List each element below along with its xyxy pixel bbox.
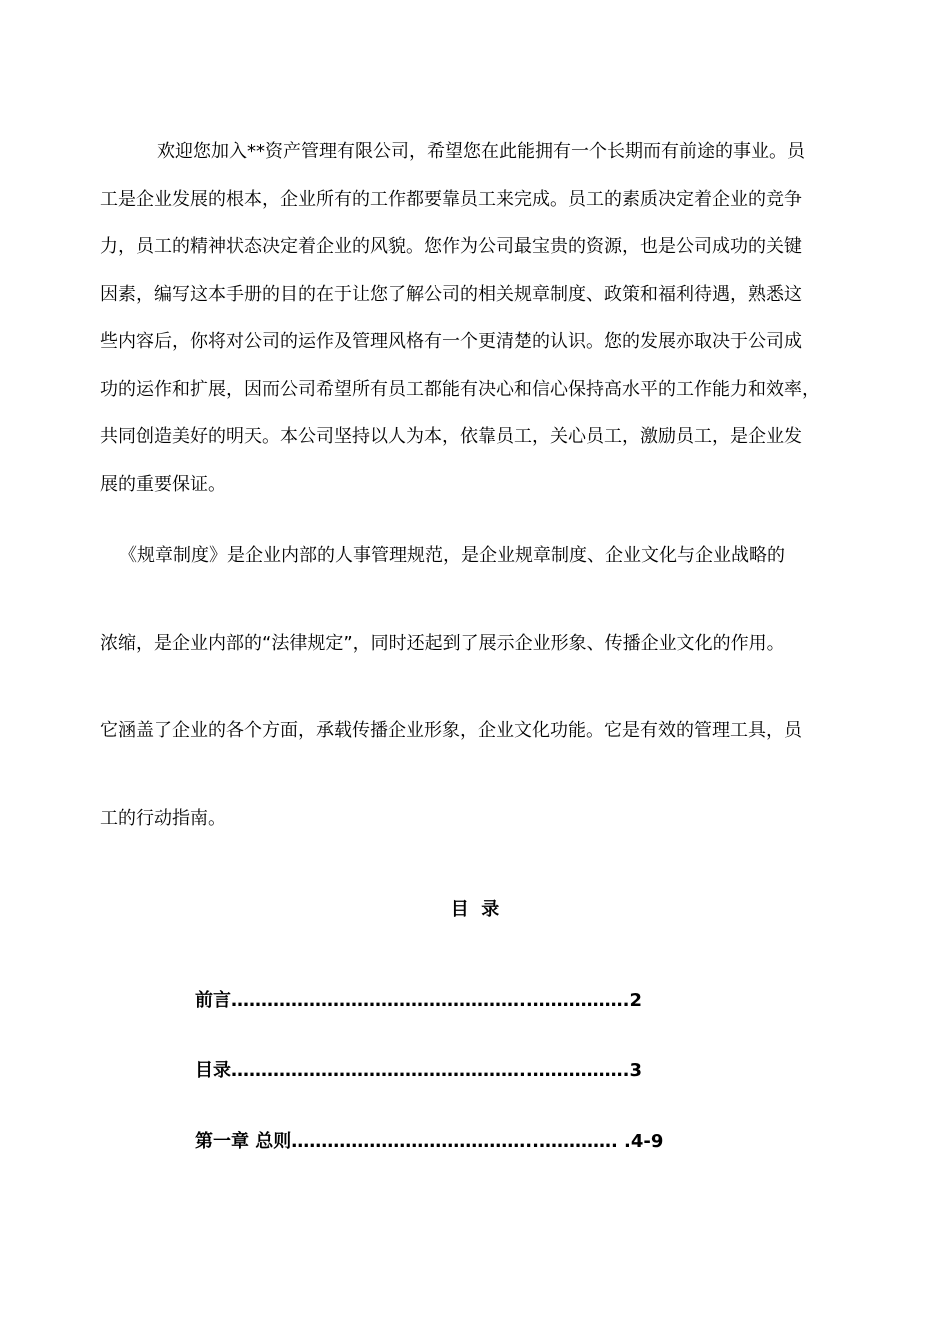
toc-title: 目 录 xyxy=(450,899,500,920)
intro-line: 共同创造美好的明天。本公司坚持以人为本，依靠员工，关心员工，激励员工，是企业发 xyxy=(100,426,802,447)
intro-line: 工是企业发展的根本，企业所有的工作都要靠员工来完成。员工的素质决定着企业的竞争 xyxy=(100,189,802,210)
intro-line: 些内容后，你将对公司的运作及管理风格有一个更清楚的认识。您的发展亦取决于公司成 xyxy=(100,331,802,352)
toc-entry-contents[interactable]: 目录…………………………………………..…………….3 xyxy=(195,1060,643,1081)
rules-line: 浓缩，是企业内部的“法律规定”，同时还起到了展示企业形象、传播企业文化的作用。 xyxy=(100,633,785,654)
intro-line: 展的重要保证。 xyxy=(100,474,226,495)
rules-line: 《规章制度》是企业内部的人事管理规范，是企业规章制度、企业文化与企业战略的 xyxy=(119,545,785,566)
intro-line: 因素，编写这本手册的目的在于让您了解公司的相关规章制度、政策和福利待遇，熟悉这 xyxy=(100,284,802,305)
intro-line: 功的运作和扩展，因而公司希望所有员工都能有决心和信心保持高水平的工作能力和效率， xyxy=(100,379,820,400)
toc-entry-chapter-1[interactable]: 第一章 总则…………………………………..…………. .4-9 xyxy=(195,1131,664,1152)
toc-entry-preface[interactable]: 前言…………………………………………..…………….2 xyxy=(195,990,643,1011)
rules-line: 它涵盖了企业的各个方面，承载传播企业形象，企业文化功能。它是有效的管理工具，员 xyxy=(100,720,802,741)
intro-line: 欢迎您加入**资产管理有限公司，希望您在此能拥有一个长期而有前途的事业。员 xyxy=(157,141,805,162)
rules-line: 工的行动指南。 xyxy=(100,808,226,829)
intro-line: 力，员工的精神状态决定着企业的风貌。您作为公司最宝贵的资源，也是公司成功的关键 xyxy=(100,236,802,257)
